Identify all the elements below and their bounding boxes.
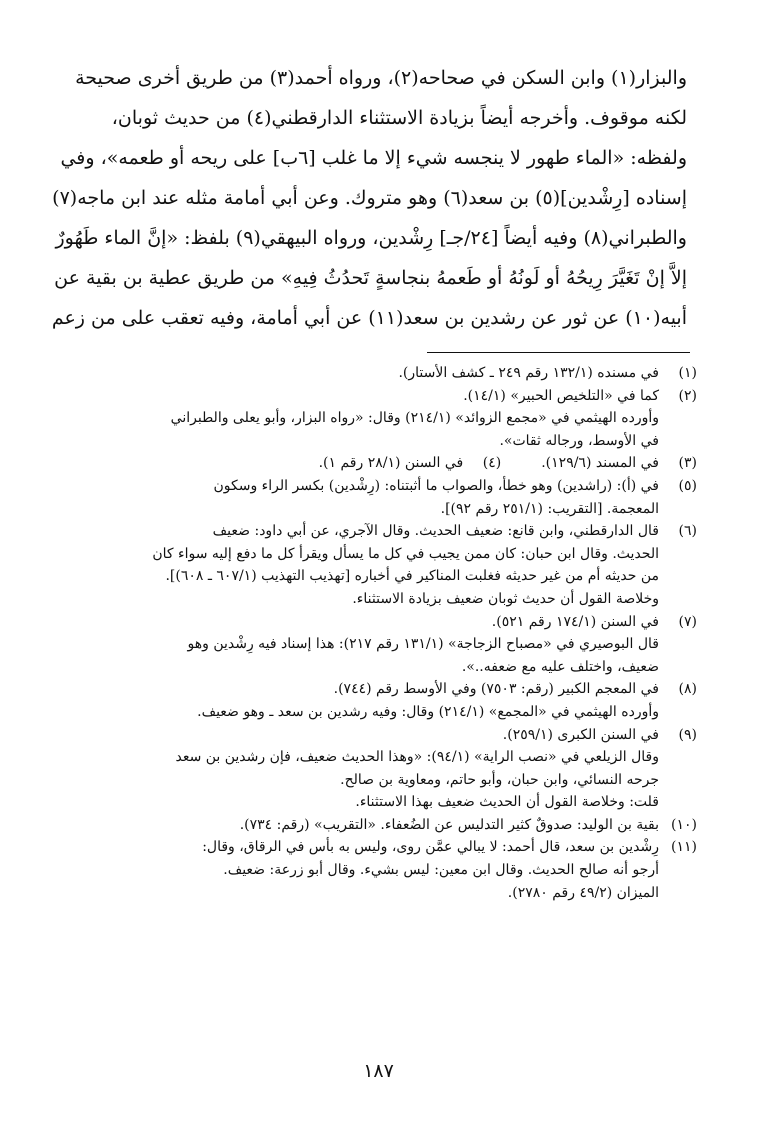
footnote-text: [60, 385, 659, 408]
footnote-number: (٤): [482, 455, 502, 472]
footnote-line: رِشْدين بن سعد، قال أحمد: لا يبالي عمَّن روى، وليس به بأس في الرقاق، وقال:: [202, 839, 659, 856]
footnote-line: قال البوصيري في «مصباح الزجاجة» (١٣١/١ رقم ٢١٧): هذا إسناد فيه رِشْدين وهو: [187, 636, 659, 653]
footnote-text: [60, 362, 659, 385]
main-text-line: والطبراني(٨) وفيه أيضاً [٢٤/جـ] رِشْدين، ورواه البيهقي(٩) بلفظ: «إنَّ الماء طَهُورٌ: [55, 227, 687, 249]
footnote-8: [60, 678, 697, 701]
footnote-line: الحديث. وقال ابن حبان: كان ممن يجيب في كل ما يسأل ويقرأ كل ما دفع إليه سواء كان: [152, 545, 659, 562]
footnote-line: في السنن الكبرى (٢٥٩/١).: [502, 726, 659, 743]
footnote-line: من حديثه أم من غير حديثه فغلبت المناكير في أخباره [تهذيب التهذيب (٦٠٧/١ ـ ٦٠٨)].: [165, 568, 659, 585]
footnote-line: قلت: وخلاصة القول أن الحديث ضعيف بهذا الاستثناء.: [355, 794, 659, 811]
footnote-line: قال الدارقطني، وابن قانع: ضعيف الحديث. وقال الآجري، عن أبي داود: ضعيف: [212, 523, 659, 540]
footnotes-block: [60, 362, 697, 904]
footnote-text: [319, 452, 464, 475]
footnote-line: في السنن (١٧٤/١ رقم ٥٢١).: [491, 613, 659, 630]
footnote-line: في الأوسط، ورجاله ثقات».: [499, 432, 659, 449]
footnote-number: (٨): [678, 681, 697, 698]
footnote-separator: [427, 352, 690, 353]
footnote-line: وأورده الهيثمي في «مجمع الزوائد» (٢١٤/١) وقال: «رواه البزار، وأبو يعلى والطبراني: [170, 410, 659, 427]
footnote-7-continuation: [60, 633, 697, 678]
footnote-number: (١٠): [671, 816, 697, 833]
footnote-2-continuation: [60, 407, 697, 452]
footnote-text: [60, 836, 659, 904]
footnote-text: [60, 678, 659, 701]
footnote-line: في المسند (١٢٩/٦).: [541, 455, 659, 472]
footnote-number: (٥): [678, 477, 697, 494]
footnote-11: [60, 836, 697, 904]
footnote-8-continuation: [60, 701, 697, 724]
footnote-line: كما في «التلخيص الحبير» (١٤/١).: [463, 387, 659, 404]
footnote-line: وأورده الهيثمي في «المجمع» (٢١٤/١) وقال: وفيه رشدين بن سعد ـ وهو ضعيف.: [197, 703, 659, 720]
footnote-text: [60, 520, 659, 610]
footnote-line: في مسنده (١٣٢/١ رقم ٢٤٩ ـ كشف الأستار).: [398, 365, 659, 381]
footnote-line: في السنن (٢٨/١ رقم ١).: [318, 455, 464, 472]
footnote-number: (١): [678, 365, 697, 381]
footnote-4: [319, 452, 502, 475]
footnote-9-continuation: [60, 746, 697, 814]
footnote-7: [60, 611, 697, 634]
footnote-9: [60, 724, 697, 747]
footnote-10: [60, 814, 697, 837]
main-text-line: أبيه(١٠) عن ثور عن رشدين بن سعد(١١) عن أبي أمامة، وفيه تعقب على من زعم: [51, 307, 687, 329]
main-text-line: والبزار(١) وابن السكن في صحاحه(٢)، ورواه أحمد(٣) من طريق أخرى صحيحة: [75, 67, 687, 89]
footnote-line: الميزان (٤٩/٢ رقم ٢٧٨٠).: [507, 884, 659, 901]
footnote-number: (٧): [678, 613, 697, 630]
footnote-text: [541, 452, 659, 475]
footnote-6: [60, 520, 697, 610]
footnote-number: (٦): [678, 523, 697, 540]
footnote-line: المعجمة. [التقريب: (٢٥١/١ رقم ٩٢)].: [440, 500, 659, 517]
footnote-5: [60, 475, 697, 520]
footnote-text: [60, 724, 659, 747]
footnote-line: في (أ): (راشدين) وهو خطأ، والصواب ما أثبتناه: (رِشْدين) بكسر الراء وسكون: [213, 477, 659, 494]
main-text-line: إسناده [رِشْدين](٥) بن سعد(٦) وهو متروك. وعن أبي أمامة مثله عند ابن ماجه(٧): [52, 187, 687, 209]
footnote-number: (٢): [678, 387, 697, 404]
footnote-number: (٣): [678, 455, 697, 472]
main-text-line: إلاَّ إنْ تَغَيَّرَ رِيحُهُ أو لَونُهُ أو طَعمهُ بنجاسةٍ تَحدُثُ فِيهِ» من طريق عطية بن بقية عن: [54, 267, 687, 289]
footnote-1: [60, 362, 697, 385]
footnote-number: (١١): [671, 839, 697, 856]
main-text-line: ولفظه: «الماء طهور لا ينجسه شيء إلا ما غلب [٦ب] على ريحه أو طعمه»، وفي: [60, 147, 687, 169]
footnote-line: وقال الزيلعي في «نصب الراية» (٩٤/١): «وهذا الحديث ضعيف، فإن رشدين بن سعد: [175, 749, 659, 766]
page-number: ١٨٧: [363, 1060, 394, 1082]
footnote-number: (٩): [678, 726, 697, 743]
footnote-text: [60, 611, 659, 634]
footnote-pair-3-4: [60, 452, 697, 475]
footnote-text: [60, 814, 659, 837]
footnote-line: جرحه النسائي، وابن حبان، وأبو حاتم، ومعاوية بن صالح.: [340, 771, 659, 788]
footnote-3: [541, 452, 697, 475]
footnote-line: في المعجم الكبير (رقم: ٧٥٠٣) وفي الأوسط رقم (٧٤٤).: [333, 681, 659, 698]
main-text-block: [51, 58, 687, 338]
footnote-line: وخلاصة القول أن حديث ثوبان ضعيف بزيادة الاستثناء.: [352, 590, 659, 607]
footnote-line: ضعيف، واختلف عليه مع ضعفه..».: [461, 658, 659, 675]
footnote-text: [60, 475, 659, 520]
footnote-line: أرجو أنه صالح الحديث. وقال ابن معين: ليس بشيء. وقال أبو زرعة: ضعيف.: [223, 862, 659, 879]
footnote-line: بقية بن الوليد: صدوقٌ كثير التدليس عن الضُعفاء. «التقريب» (رقم: ٧٣٤).: [239, 816, 659, 833]
footnote-2: [60, 385, 697, 408]
main-text-line: لكنه موقوف. وأخرجه أيضاً بزيادة الاستثناء الدارقطني(٤) من حديث ثوبان،: [111, 107, 687, 129]
